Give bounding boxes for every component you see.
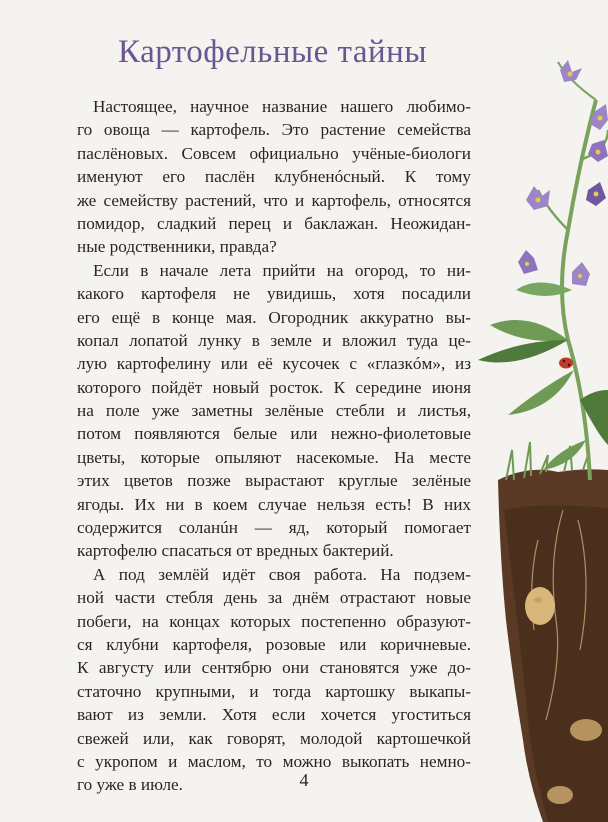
- tuber-illustration: [525, 587, 555, 625]
- text-line: го овоща — картофель. Это растение семейства: [77, 120, 471, 140]
- text-line: этих цветов позже вырастают круглые зелёные: [77, 471, 471, 491]
- text-line: К августу или сентябрю они становятся уже до-: [77, 658, 471, 678]
- text-line: его ещё в конце мая. Огородник аккуратно вы-: [77, 307, 471, 327]
- text-line: на поле уже заметны зелёные стебли и листья,: [77, 401, 471, 421]
- text-line: вают из земли. Хотя если хочется угоститься: [77, 705, 471, 725]
- text-line: ной части стебля день за днём отрастают новые: [77, 588, 471, 608]
- page-title: Картофельные тайны: [118, 34, 428, 70]
- text-line: ягоды. Их ни в коем случае нельзя есть! В них: [77, 494, 471, 514]
- text-line: А под землёй идёт своя работа. На подзем-: [93, 564, 471, 584]
- text-line: которого пойдёт новый росток. К середине июня: [77, 377, 471, 397]
- text-line: Если в начале лета прийти на огород, то ни-: [93, 260, 471, 280]
- potato-plant-illustration: [468, 40, 608, 822]
- text-line: же семейству растений, что и картофель, относятся: [77, 190, 471, 210]
- leaf-illustration: [490, 320, 568, 341]
- text-line: именуют его паслён клубненóсный. К тому: [77, 167, 471, 187]
- body-text: [77, 95, 471, 797]
- text-line: Настоящее, научное название нашего любимо-: [93, 97, 471, 116]
- page-number: 4: [299, 770, 309, 790]
- text-line: картофелю спасаться от вредных бактерий.: [77, 541, 394, 561]
- text-line: помидор, сладкий перец и баклажан. Неожидан-: [77, 213, 471, 233]
- text-line: ся клубни картофеля, розовые или коричневые.: [77, 634, 471, 654]
- text-line: побеги, на концах которых постепенно образуют-: [77, 611, 471, 631]
- text-line: ные родственники, правда?: [77, 237, 277, 257]
- text-line: потом появляются белые или нежно-фиолетовые: [77, 424, 471, 444]
- text-line: цветы, которые опыляют насекомые. На месте: [77, 447, 471, 467]
- text-line: статочно крупными, и тогда картошку выкапы-: [77, 681, 471, 701]
- text-line: копал лопатой лунку в земле и вложил туда це-: [77, 330, 471, 350]
- text-line: с укропом и маслом, то можно выкопать немно-: [77, 751, 471, 771]
- text-line: свежей или, как говорят, молодой картошечкой: [77, 728, 471, 748]
- text-line: го уже в июле.: [77, 775, 183, 795]
- text-line: содержится соланúн — яд, который помогает: [77, 518, 471, 538]
- ladybug-illustration: [559, 358, 573, 369]
- text-line: лую картофелину или её кусочек с «глазкóм», из: [77, 354, 471, 374]
- text-line: паслёновых. Совсем официально учёные-биологи: [77, 143, 471, 163]
- text-line: какого картофеля не увидишь, хотя посадили: [77, 284, 471, 304]
